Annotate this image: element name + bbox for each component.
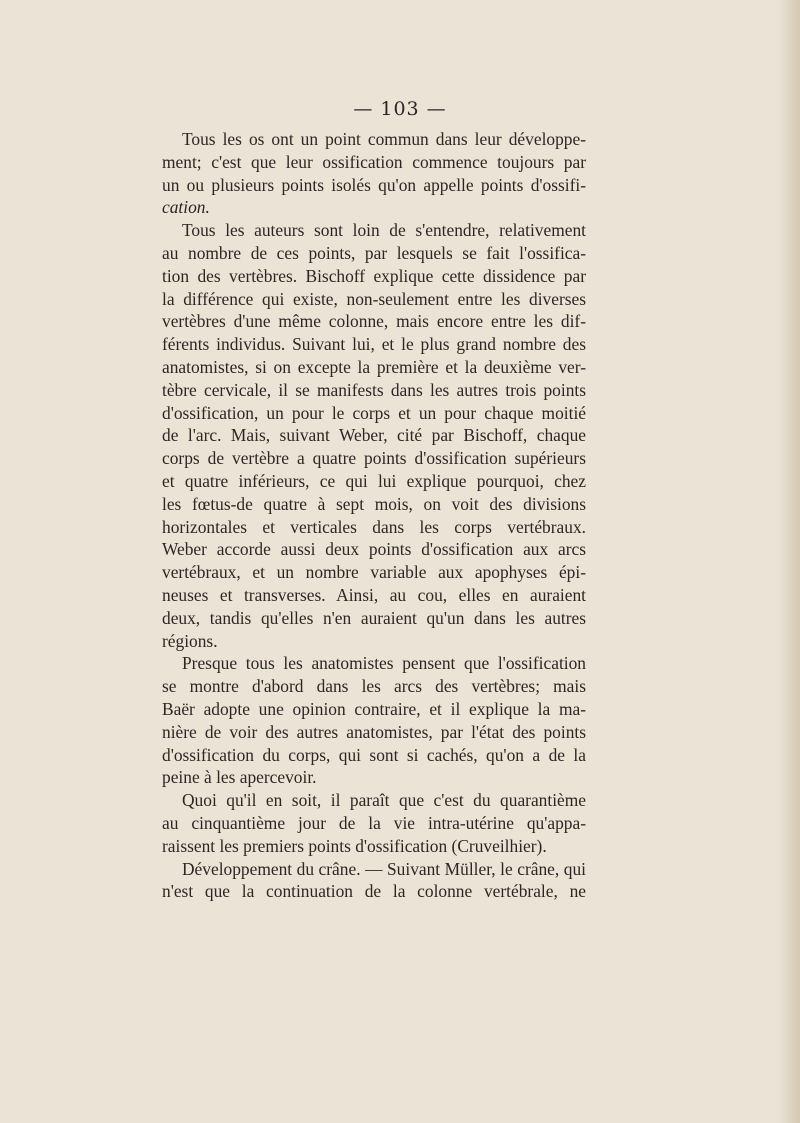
- text-line: la différence qui existe, non-seulement entre les diverses: [162, 288, 586, 309]
- paragraph-skull-development: [142, 858, 586, 904]
- text-line: Quoi qu'il en soit, il paraît que c'est du quarantième: [182, 790, 586, 811]
- text-line: les fœtus-de quatre à sept mois, on voit des divisions: [162, 493, 586, 514]
- text-line: Tous les os ont un point commun dans leur développe-: [182, 129, 586, 149]
- text-line: vertébraux, et un nombre variable aux apophyses épi-: [162, 562, 586, 583]
- text-line: ment; c'est que leur ossification commence toujours par: [162, 151, 586, 172]
- text-line: nière de voir des autres anatomistes, par l'état des points: [162, 721, 586, 742]
- text-line: d'ossification du corps, qui sont si cachés, qu'on a de la: [162, 744, 586, 765]
- paragraph-ossification-points: [142, 128, 586, 219]
- paragraph-timing: [142, 789, 586, 857]
- text-line: n'est que la continuation de la colonne vertébrale, ne: [162, 881, 586, 902]
- text-line: neuses et transverses. Ainsi, au cou, elles en auraient: [162, 584, 586, 605]
- text-line: horizontales et verticales dans les corps vertébraux.: [162, 516, 586, 537]
- text-line: régions.: [162, 630, 218, 651]
- text-line: peine à les apercevoir.: [162, 767, 317, 788]
- text-line: tèbre cervicale, il se manifests dans les autres trois points: [162, 379, 586, 400]
- text-line: raissent les premiers points d'ossification (Cruveilhier).: [162, 835, 547, 856]
- paragraph-vertebrae-points: [142, 219, 586, 652]
- page-number: — 103 —: [353, 98, 447, 120]
- text-line: cation.: [162, 197, 210, 218]
- body-text: [142, 128, 586, 903]
- text-line: anatomistes, si on excepte la première et la deuxième ver-: [162, 356, 586, 377]
- paragraph-ossification-arcs: [142, 652, 586, 789]
- text-line: vertèbres d'une même colonne, mais encore entre les dif-: [162, 311, 586, 332]
- text-line: corps de vertèbre a quatre points d'ossification supérieurs: [162, 448, 586, 469]
- text-line: au nombre de ces points, par lesquels se fait l'ossifica-: [162, 242, 586, 263]
- text-line: Baër adopte une opinion contraire, et il explique la ma-: [162, 698, 586, 719]
- text-line: tion des vertèbres. Bischoff explique cette dissidence par: [162, 265, 586, 286]
- text-line: de l'arc. Mais, suivant Weber, cité par Bischoff, chaque: [162, 425, 586, 446]
- text-line: Presque tous les anatomistes pensent que l'ossification: [182, 653, 586, 674]
- text-line: Tous les auteurs sont loin de s'entendre, relativement: [182, 220, 586, 241]
- text-line: Développement du crâne. — Suivant Müller, le crâne, qui: [182, 858, 586, 879]
- text-line: se montre d'abord dans les arcs des vertèbres; mais: [162, 676, 586, 697]
- text-line: d'ossification, un pour le corps et un pour chaque moitié: [162, 402, 586, 423]
- text-line: et quatre inférieurs, ce qui lui explique pourquoi, chez: [162, 470, 586, 491]
- text-line: au cinquantième jour de la vie intra-utérine qu'appa-: [162, 812, 586, 833]
- text-line: deux, tandis qu'elles n'en auraient qu'un dans les autres: [162, 607, 586, 628]
- text-line: férents individus. Suivant lui, et le plus grand nombre des: [162, 334, 586, 355]
- text-line: Weber accorde aussi deux points d'ossification aux arcs: [162, 539, 586, 560]
- text-line: un ou plusieurs points isolés qu'on appelle points d'ossifi-: [162, 174, 586, 195]
